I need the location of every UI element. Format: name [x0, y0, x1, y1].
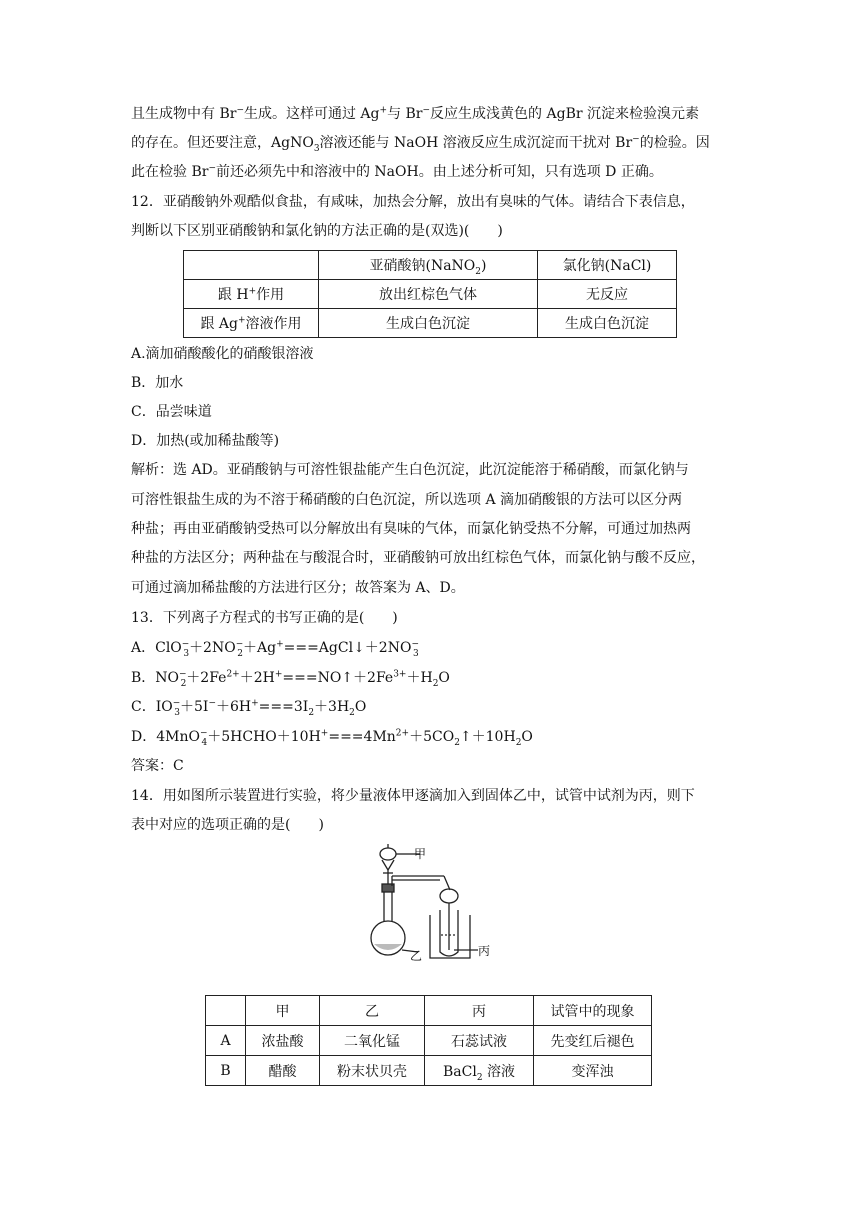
- text-line: 且生成物中有 Br−生成。这样可通过 Ag+与 Br−反应生成浅黄色的 AgBr 沉淀来检验溴元素: [131, 105, 699, 122]
- option-d: D．加热(或加稀盐酸等): [131, 433, 280, 449]
- table-cell: 石蕊试液: [425, 1026, 534, 1056]
- table-cell: 变浑浊: [534, 1056, 652, 1086]
- table-cell: 生成白色沉淀: [538, 309, 677, 338]
- option-c: C．$IO^-_3+5I^-+6H^+===3I_2+3H_2O$: [131, 698, 367, 718]
- answer-line: 答案：C: [131, 758, 184, 774]
- table-cell: 生成白色沉淀: [319, 309, 538, 338]
- table-header: 试管中的现象: [534, 996, 652, 1026]
- table-cell: [184, 251, 319, 280]
- option-b: B．$NO^-_2+2Fe^{2+}+2H^+===NO↑+2Fe^{3+}+H_2O$: [131, 669, 450, 689]
- table-cell: 无反应: [538, 280, 677, 309]
- table-cell: 醋酸: [246, 1056, 320, 1086]
- table-cell: B: [206, 1056, 246, 1086]
- table-row-label: 跟 H+作用: [184, 280, 319, 309]
- option-c: C．品尝味道: [131, 404, 212, 420]
- analysis-line: 种盐的方法区分；两种盐在与酸混合时，亚硝酸钠可放出红棕色气体，而氯化钠与酸不反应，: [131, 550, 705, 566]
- table-cell: 放出红棕色气体: [319, 280, 538, 309]
- table-row: [206, 1056, 652, 1086]
- analysis-line: 可溶性银盐生成的为不溶于稀硝酸的白色沉淀，所以选项 A 滴加硝酸银的方法可以区分两: [131, 492, 683, 508]
- option-d: D．$4MnO^-_4+5HCHO+10H^+===4Mn^{2+}+5CO_2↑+10H_2O$: [131, 728, 533, 748]
- question-14-stem: 14．用如图所示装置进行实验，将少量液体甲逐滴加入到固体乙中，试管中试剂为丙，则下: [131, 788, 695, 804]
- options-table: [205, 995, 652, 1086]
- label-bing: 丙: [478, 944, 491, 958]
- option-b: B．加水: [131, 375, 184, 391]
- table-cell: 先变红后褪色: [534, 1026, 652, 1056]
- table-cell: 浓盐酸: [246, 1026, 320, 1056]
- question-12-stem-cont: 判断以下区别亚硝酸钠和氯化钠的方法正确的是(双选)( ): [131, 223, 503, 239]
- apparatus-figure: [360, 840, 500, 965]
- table-row-label: 跟 Ag+溶液作用: [184, 309, 319, 338]
- question-12-stem: 12．亚硝酸钠外观酷似食盐，有咸味，加热会分解，放出有臭味的气体。请结合下表信息，: [131, 194, 695, 210]
- table-header: 甲: [246, 996, 320, 1026]
- question-13-stem: 13．下列离子方程式的书写正确的是( ): [131, 610, 398, 626]
- table-cell: A: [206, 1026, 246, 1056]
- table-row: [206, 1026, 652, 1056]
- table-cell: BaCl$_2$ 溶液: [425, 1056, 534, 1086]
- label-jia: 甲: [414, 847, 427, 861]
- nitrite-comparison-table: [183, 250, 677, 338]
- analysis-line: 可通过滴加稀盐酸的方法进行区分；故答案为 A、D。: [131, 580, 465, 596]
- analysis-line: 种盐；再由亚硝酸钠受热可以分解放出有臭味的气体，而氯化钠受热不分解，可通过加热两: [131, 521, 691, 537]
- table-header: 亚硝酸钠(NaNO$_2$): [319, 251, 538, 280]
- table-header: 乙: [320, 996, 425, 1026]
- table-cell: 二氧化锰: [320, 1026, 425, 1056]
- analysis-line: 解析：选 AD。亚硝酸钠与可溶性银盐能产生白色沉淀，此沉淀能溶于稀硝酸，而氯化钠与: [131, 462, 689, 478]
- option-a: A．$ClO^-_3+2NO^-_2+Ag^+===AgCl↓+2NO^-_3$: [131, 639, 419, 659]
- text-line: 此在检验 Br−前还必须先中和溶液中的 NaOH。由上述分析可知，只有选项 D 正确。: [131, 163, 663, 180]
- text-line: 的存在。但还要注意，AgNO$_3$溶液还能与 NaOH 溶液反应生成沉淀而干扰对 Br−的检验。因: [131, 134, 710, 154]
- table-header: 氯化钠(NaCl): [538, 251, 677, 280]
- option-a: A.滴加硝酸酸化的硝酸银溶液: [131, 346, 314, 362]
- table-cell: 粉末状贝壳: [320, 1056, 425, 1086]
- label-yi: 乙: [410, 949, 423, 963]
- table-header: [206, 996, 246, 1026]
- table-header: 丙: [425, 996, 534, 1026]
- question-14-stem-cont: 表中对应的选项正确的是( ): [131, 817, 324, 833]
